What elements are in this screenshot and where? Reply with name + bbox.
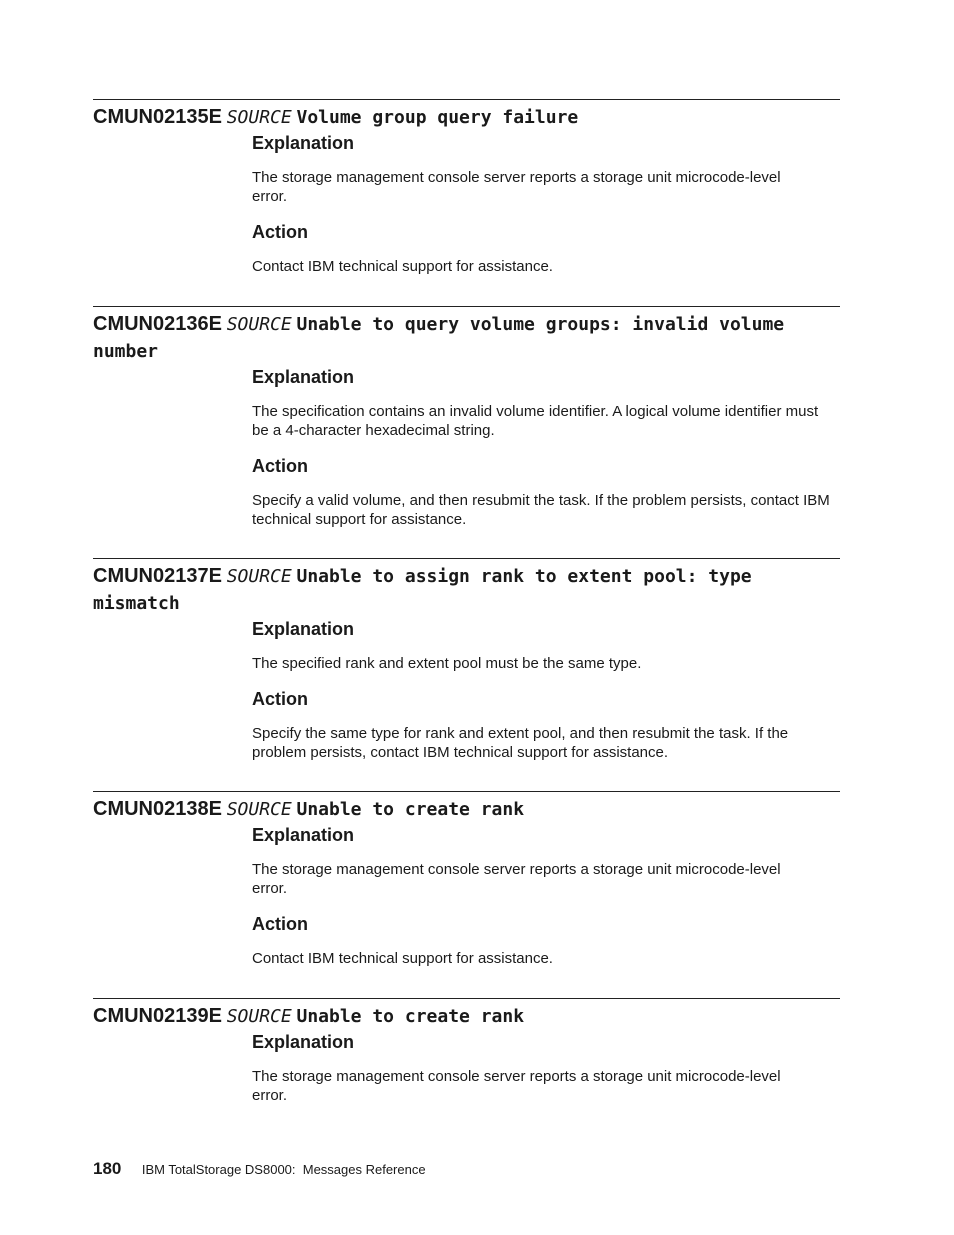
message-body [252,823,836,968]
explanation-text: The specified rank and extent pool must be the same type. [252,655,642,672]
action-text: Specify the same type for rank and extent pool, and then resubmit the task. If the problem persists, contact IBM technical support for assistance. [252,725,789,761]
message-source: SOURCE [226,799,292,820]
action-heading: Action [252,456,308,476]
message-entry [93,998,840,1105]
action-heading: Action [252,914,308,934]
action-heading: Action [252,689,308,709]
action-text: Contact IBM technical support for assistance. [252,950,553,967]
message-heading [93,1003,840,1030]
message-body [252,131,836,276]
explanation-text: The storage management console server reports a storage unit microcode-level error. [252,1068,781,1104]
message-id: CMUN02139E [93,1005,222,1027]
message-body [252,1030,836,1105]
explanation-heading: Explanation [252,367,355,387]
message-id: CMUN02136E [93,313,222,335]
message-entry [93,306,840,529]
message-heading [93,796,840,823]
message-id: CMUN02137E [93,565,222,587]
message-heading [93,104,840,131]
message-title: Unable to query volume groups: invalid volume number [93,314,785,362]
page-footer [93,1159,426,1179]
message-source: SOURCE [226,107,292,128]
message-title: Unable to create rank [296,1006,525,1027]
message-entry [93,99,840,276]
message-title: Volume group query failure [296,107,579,128]
explanation-text: The storage management console server reports a storage unit microcode-level error. [252,169,781,205]
action-heading: Action [252,222,308,242]
message-id: CMUN02135E [93,106,222,128]
explanation-text: The storage management console server reports a storage unit microcode-level error. [252,861,781,897]
explanation-text: The specification contains an invalid volume identifier. A logical volume identifier must be a 4-character hexadecimal string. [252,403,819,439]
book-title: IBM TotalStorage DS8000: Messages Reference [141,1162,426,1177]
action-text: Specify a valid volume, and then resubmit the task. If the problem persists, contact IBM technical support for assistance. [252,492,830,528]
message-heading [93,563,840,617]
message-entry [93,791,840,968]
message-title: Unable to create rank [296,799,525,820]
message-body [252,365,836,529]
explanation-heading: Explanation [252,1032,355,1052]
message-source: SOURCE [226,566,292,587]
message-entry [93,558,840,762]
message-heading [93,311,840,365]
explanation-heading: Explanation [252,133,355,153]
page-number: 180 [93,1159,122,1178]
explanation-heading: Explanation [252,825,355,845]
message-source: SOURCE [226,1006,292,1027]
message-title: Unable to assign rank to extent pool: type mismatch [93,566,752,614]
message-body [252,617,836,762]
explanation-heading: Explanation [252,619,355,639]
action-text: Contact IBM technical support for assistance. [252,258,553,275]
message-source: SOURCE [226,314,292,335]
message-id: CMUN02138E [93,798,222,820]
